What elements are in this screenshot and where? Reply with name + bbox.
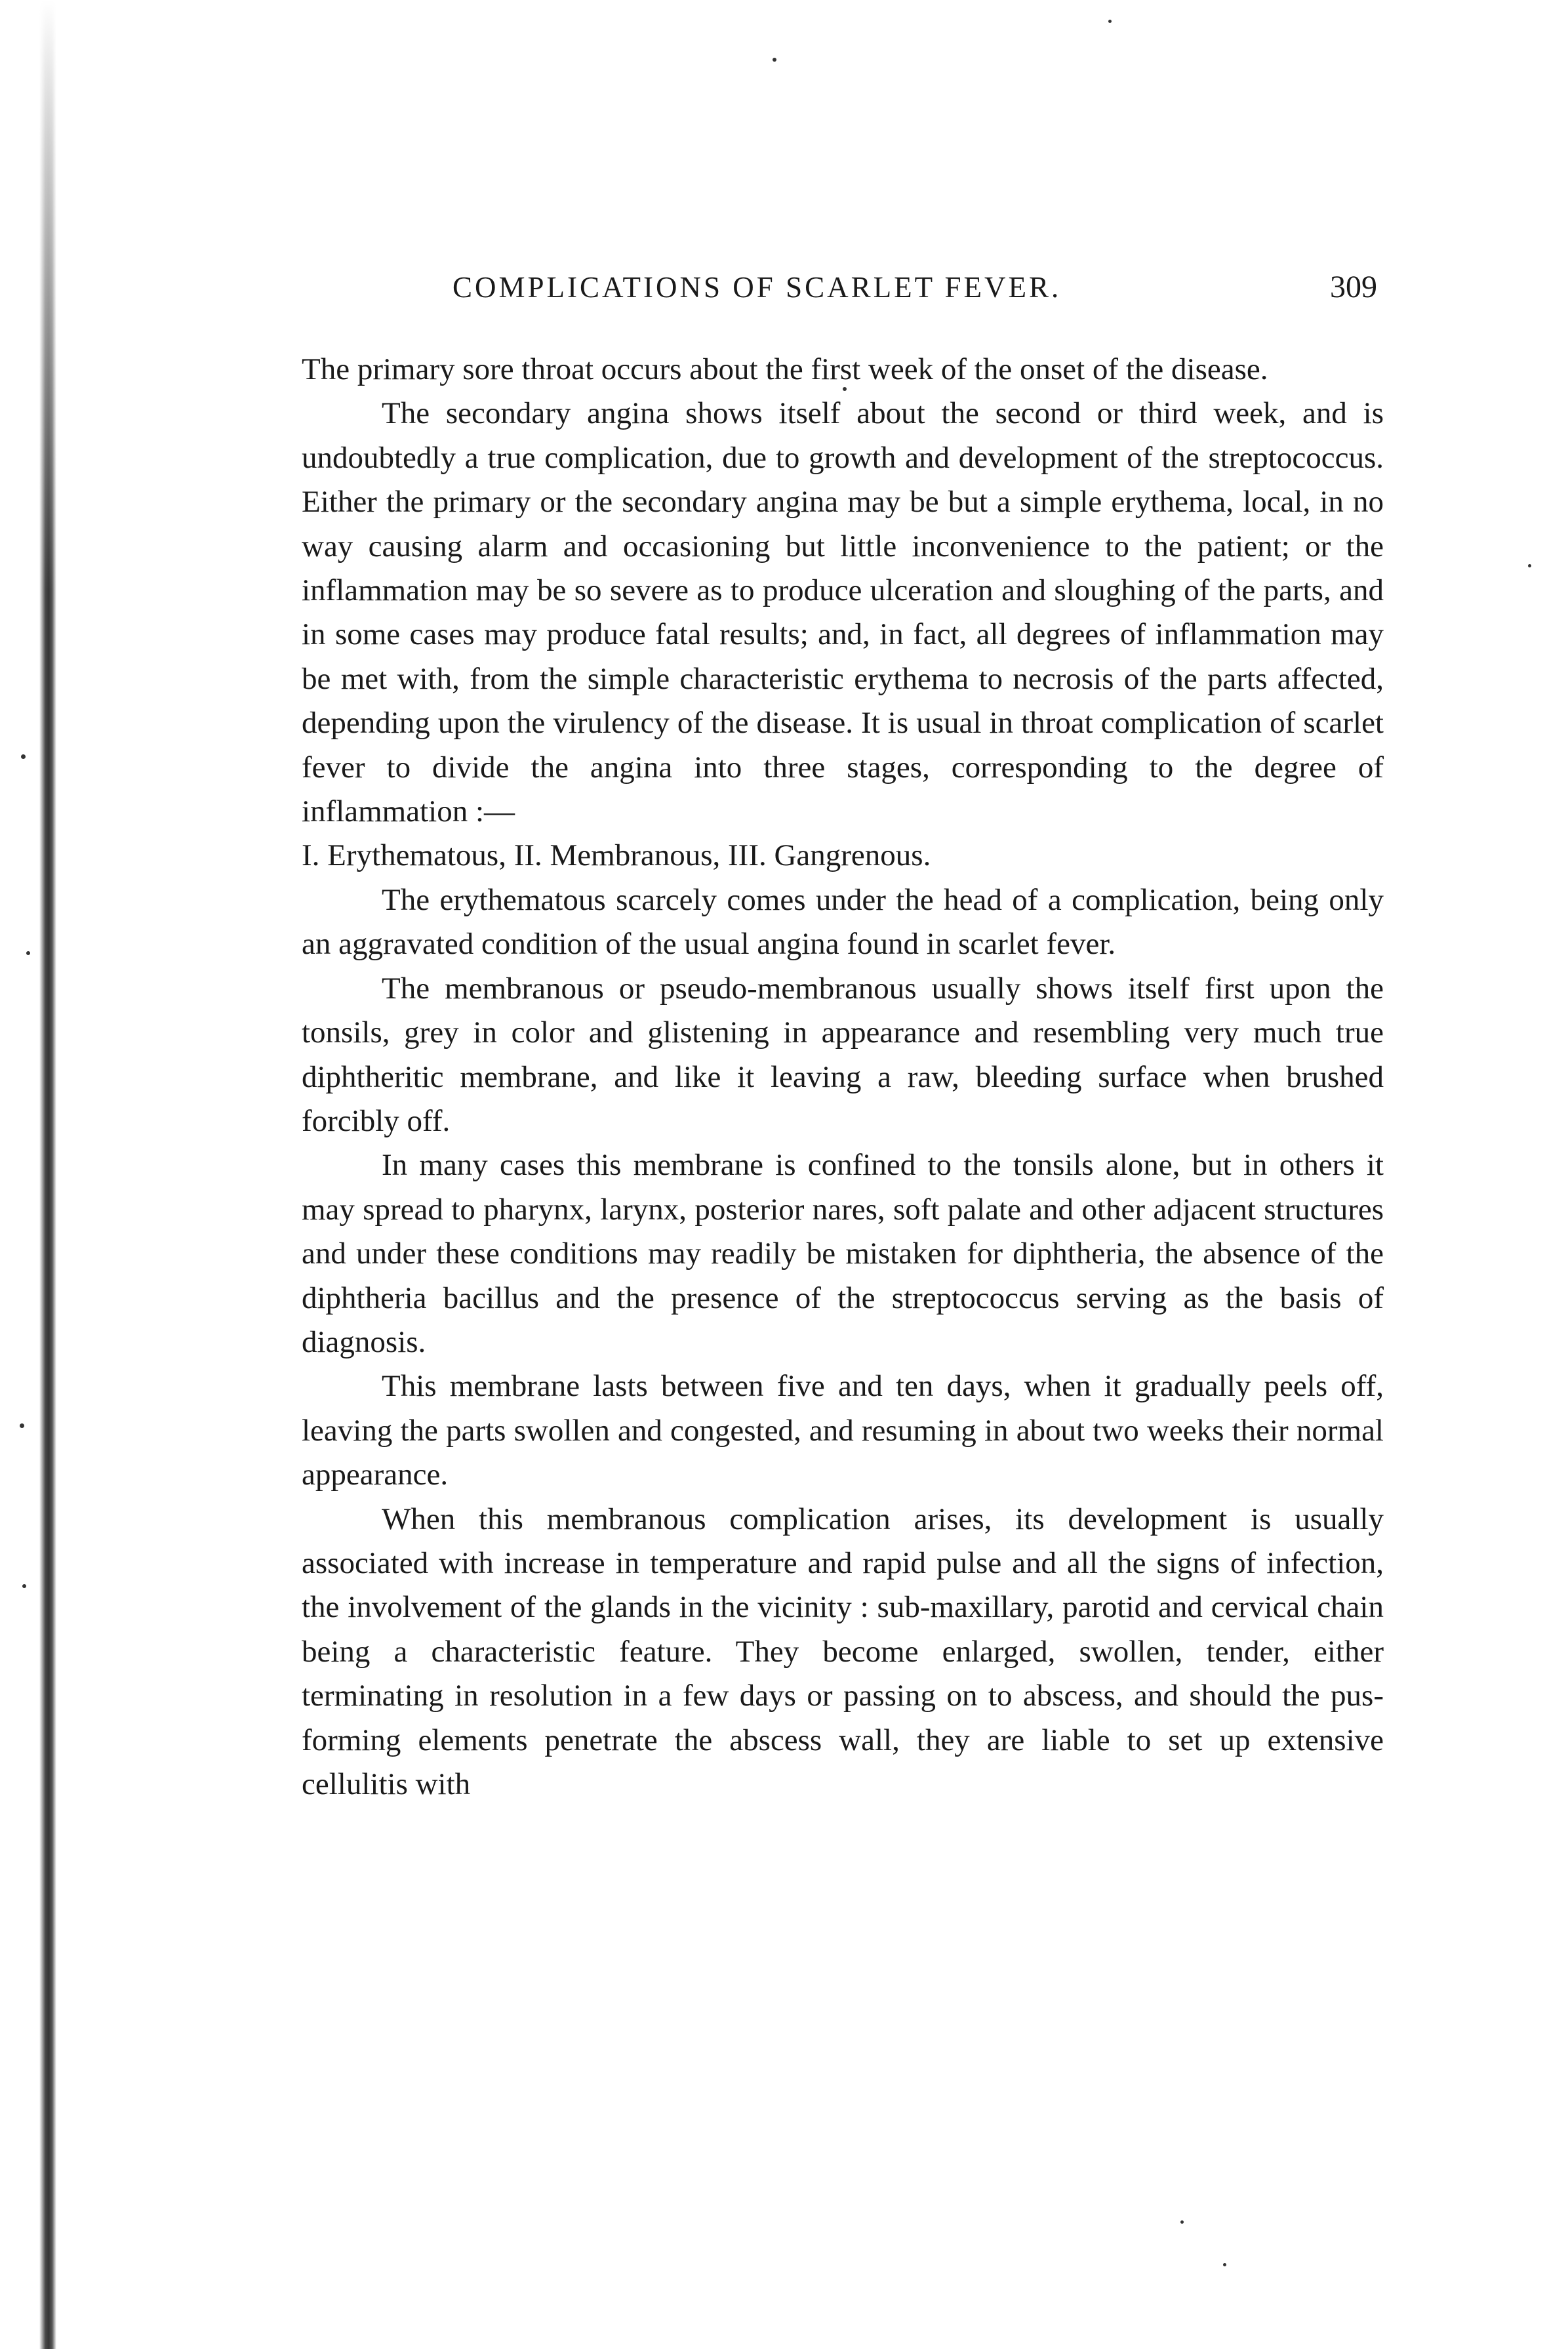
scan-speck xyxy=(21,754,26,759)
page-number: 309 xyxy=(1330,270,1377,304)
scan-speck xyxy=(1528,564,1531,567)
body-text xyxy=(302,348,1384,1807)
paragraph: The erythematous scarcely comes under the head of a complication, being only an aggravated condition of the usual angina found in scarlet fever. xyxy=(302,882,1384,962)
scan-speck xyxy=(22,1584,26,1588)
paragraph: The primary sore throat occurs about the first week of the onset of the disease. xyxy=(302,352,1268,386)
scan-speck xyxy=(26,951,30,955)
scan-speck xyxy=(20,1423,24,1428)
scan-speck xyxy=(1180,2220,1184,2224)
paragraph: In many cases this membrane is confined to the tonsils alone, but in others it may spread to pharynx, larynx, posterior nares, soft palate and other adjacent structures and under these conditions may readily be mistaken for diphtheria, the absence of the diphtheria bacillus and the presence of the streptococcus serving as the basis of diagnosis. xyxy=(302,1148,1384,1359)
scan-binding-fade xyxy=(39,0,56,590)
paragraph: The membranous or pseudo-membranous usually shows itself first upon the tonsils, grey in color and glistening in appearance and resembling very much true diphtheritic membrane, and like it leaving a raw, bleeding surface when brushed forcibly off. xyxy=(302,971,1384,1138)
book-page xyxy=(302,269,1384,1807)
paragraph: This membrane lasts between five and ten days, when it gradually peels off, leaving the parts swollen and congested, and resuming in about two weeks their normal appearance. xyxy=(302,1369,1384,1492)
scan-speck xyxy=(773,58,776,62)
page-header xyxy=(302,269,1384,321)
running-head: COMPLICATIONS OF SCARLET FEVER. xyxy=(452,271,1062,304)
paragraph: When this membranous complication arises, its development is usually associated with increase in temperature and rapid pulse and all the signs of infection, the involvement of the glands in the vicinity : sub-maxillary, parotid and cervical chain being a characteristic feature. They become enlarged, swollen, tender, either terminating in resolution in a few days or passing on to abscess, and should the pus-forming elements penetrate the abscess wall, they are liable to set up extensive cellulitis with xyxy=(302,1501,1384,1801)
scan-speck xyxy=(1108,20,1112,23)
paragraph: I. Erythematous, II. Membranous, III. Gangrenous. xyxy=(302,838,931,873)
paragraph: The secondary angina shows itself about the second or third week, and is undoubtedly a true complication, due to growth and development of the streptococcus. Either the primary or the secondary angina may be but a simple erythema, local, in no way causing alarm and occasioning but little inconvenience to the patient; or the inflammation may be so severe as to produce ulceration and sloughing of the parts, and in some cases may produce fatal results; and, in fact, all degrees of inflammation may be met with, from the simple characteristic erythema to necrosis of the parts affected, depending upon the virulency of the disease. It is usual in throat complication of scarlet fever to divide the angina into three stages, corresponding to the degree of inflammation :— xyxy=(302,396,1384,829)
scan-speck xyxy=(1223,2263,1226,2266)
